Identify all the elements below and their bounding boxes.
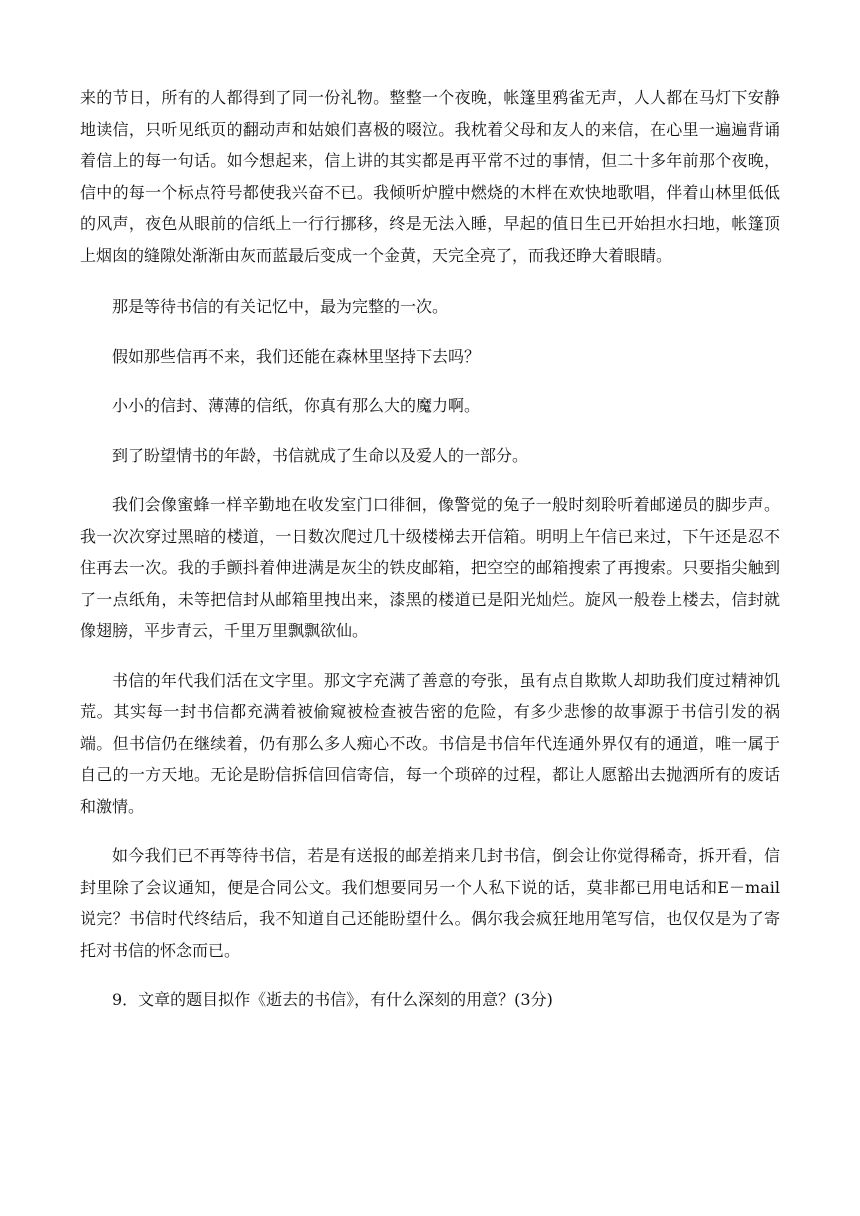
paragraph-no-longer-waiting: 如今我们已不再等待书信，若是有送报的邮差捎来几封书信，倒会让你觉得稀奇，拆开看，信封里除了会议通知，便是合同公文。我们想要同另一个人私下说的话，莫非都已用电话和E－mail说完？书信时代终结后，我不知道自己还能盼望什么。偶尔我会疯狂地用笔写信，也仅仅是为了寄托对书信的怀念而已。 — [80, 846, 780, 960]
paragraph-most-complete-memory: 那是等待书信的有关记忆中，最为完整的一次。 — [112, 297, 449, 316]
paragraph-letter-era: 书信的年代我们活在文字里。那文字充满了善意的夸张，虽有点自欺欺人却助我们度过精神饥荒。其实每一封书信都充满着被偷窥被检查被告密的危险，有多少悲惨的故事源于书信引发的祸端。但书信仍在继续着，仍有那么多人痴心不改。书信是书信年代连通外界仅有的通道，唯一属于自己的一方天地。无论是盼信拆信回信寄信，每一个琐碎的过程，都让人愿豁出去抛洒所有的废话和激情。 — [80, 670, 780, 816]
paragraph-magic-power: 小小的信封、薄薄的信纸，你真有那么大的魔力啊。 — [112, 396, 481, 415]
paragraph-continued-letters-night: 来的节日，所有的人都得到了同一份礼物。整整一个夜晚，帐篷里鸦雀无声，人人都在马灯下安静地读信，只听见纸页的翻动声和姑娘们喜极的啜泣。我枕着父母和友人的来信，在心里一遍遍背诵着信上的每一句话。如今想起来，信上讲的其实都是再平常不过的事情，但二十多年前那个夜晚，信中的每一个标点符号都使我兴奋不已。我倾听炉膛中燃烧的木柈在欢快地歌唱，伴着山林里低低的风声，夜色从眼前的信纸上一行行挪移，终是无法入睡，早起的值日生已开始担水扫地，帐篷顶上烟囱的缝隙处渐渐由灰而蓝最后变成一个金黄，天完全亮了，而我还睁大着眼睛。 — [80, 88, 780, 265]
paragraph-question-forest: 假如那些信再不来，我们还能在森林里坚持下去吗？ — [112, 346, 481, 366]
paragraph-love-letters-age: 到了盼望情书的年龄，书信就成了生命以及爱人的一部分。 — [112, 445, 529, 465]
question-9: 9．文章的题目拟作《逝去的书信》，有什么深刻的用意？(3分) — [112, 990, 553, 1009]
article-body — [80, 82, 780, 1034]
paragraph-waiting-at-mailroom: 我们会像蜜蜂一样辛勤地在收发室门口徘徊，像警觉的兔子一般时刻聆听着邮递员的脚步声。我一次次穿过黑暗的楼道，一日数次爬过几十级楼梯去开信箱。明明上午信已来过，下午还是忍不住再去一次。我的手颤抖着伸进满是灰尘的铁皮邮箱，把空空的邮箱搜索了再搜索。只要指尖触到了一点纸角，未等把信封从邮箱里拽出来，漆黑的楼道已是阳光灿烂。旋风一般卷上楼去，信封就像翅膀，平步青云，千里万里飘飘欲仙。 — [80, 495, 780, 640]
